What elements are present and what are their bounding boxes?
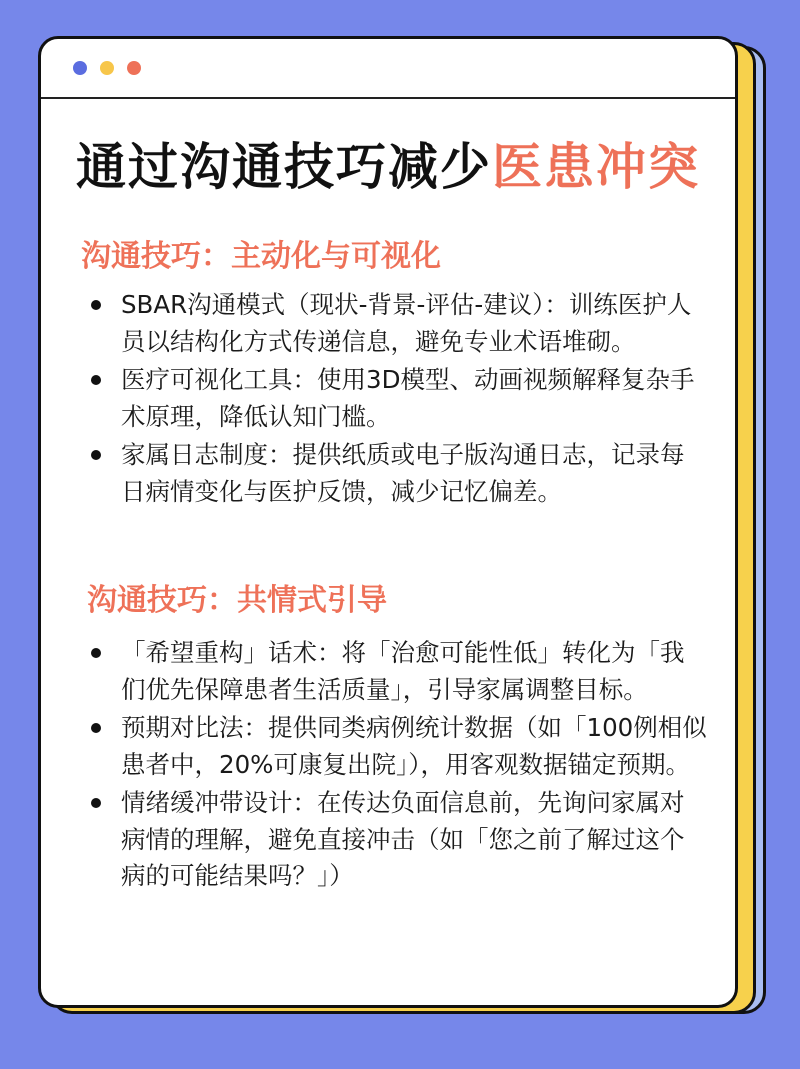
list-item-text: 预期对比法：提供同类病例统计数据（如「100例相似患者中，20%可康复出院」），用客观数据锚定预期。 <box>121 713 707 779</box>
title-accent: 医患冲突 <box>492 138 700 196</box>
list-item-text: 家属日志制度：提供纸质或电子版沟通日志，记录每日病情变化与医护反馈，减少记忆偏差。 <box>121 440 685 506</box>
list-item <box>87 785 707 895</box>
bullet-icon <box>91 375 101 385</box>
list-item-text: 医疗可视化工具：使用3D模型、动画视频解释复杂手术原理，降低认知门槛。 <box>121 365 695 431</box>
page-title <box>41 127 735 199</box>
list-item <box>87 362 707 435</box>
bullet-icon <box>91 723 101 733</box>
section-heading-2: 沟通技巧：共情式引导 <box>87 583 387 618</box>
section-heading-1: 沟通技巧：主动化与可视化 <box>81 239 441 274</box>
red-dot-icon <box>127 61 141 75</box>
content-card <box>38 36 738 1008</box>
list-item-text: SBAR沟通模式（现状-背景-评估-建议）：训练医护人员以结构化方式传递信息，避免专业术语堆砌。 <box>121 290 692 356</box>
yellow-dot-icon <box>100 61 114 75</box>
list-item <box>87 287 707 360</box>
list-item-text: 「希望重构」话术：将「治愈可能性低」转化为「我们优先保障患者生活质量」，引导家属调整目标。 <box>121 638 685 704</box>
list-item-text: 情绪缓冲带设计：在传达负面信息前，先询问家属对病情的理解，避免直接冲击（如「您之前了解过这个病的可能结果吗？」） <box>121 788 685 890</box>
blue-dot-icon <box>73 61 87 75</box>
section-list-2 <box>87 635 707 897</box>
list-item <box>87 710 707 783</box>
title-main: 通过沟通技巧减少 <box>76 138 492 196</box>
bullet-icon <box>91 450 101 460</box>
section-list-1 <box>87 287 707 512</box>
bullet-icon <box>91 798 101 808</box>
card-header <box>41 39 735 99</box>
bullet-icon <box>91 648 101 658</box>
list-item <box>87 635 707 708</box>
list-item <box>87 437 707 510</box>
bullet-icon <box>91 300 101 310</box>
